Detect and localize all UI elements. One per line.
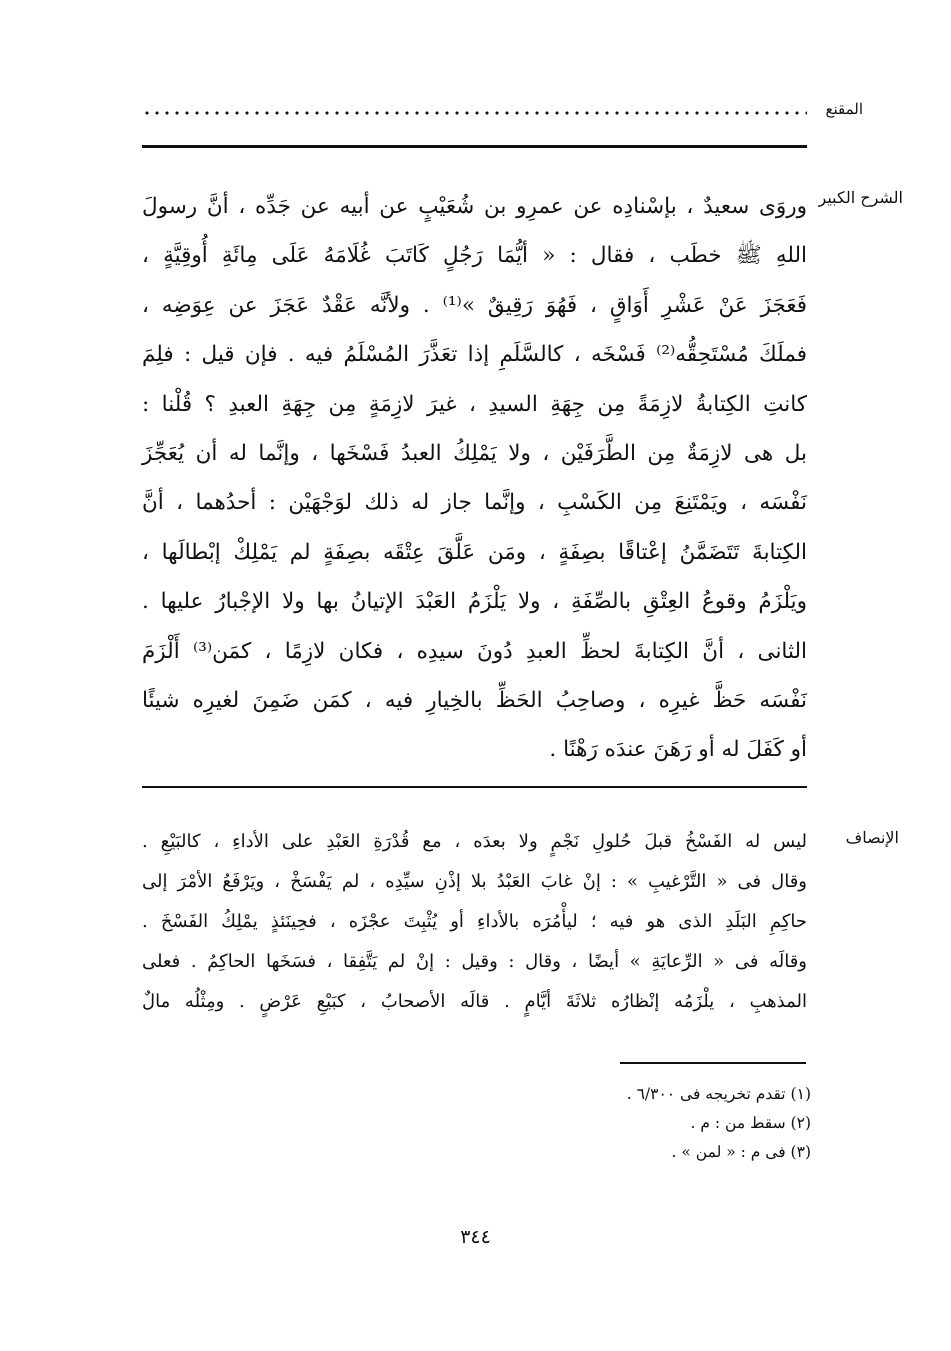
section-divider xyxy=(142,786,807,788)
footnote: (٣) فى م : « لمن » . xyxy=(671,1143,811,1161)
footnotes xyxy=(627,1080,811,1167)
text-line: كانتِ الكِتابةُ لازِمَةً مِن جِهَةِ السيدِ ، غيرَ لازِمَةٍ مِن جِهَةِ العبدِ ؟ قُلْنا : xyxy=(142,391,807,417)
header-dotted-leader xyxy=(142,110,807,116)
running-header-title: المقنع xyxy=(825,100,863,118)
insaf-text-block xyxy=(142,822,807,1022)
page-number: ٣٤٤ xyxy=(460,1226,491,1248)
text-line: المذهبِ ، يلْزَمُه إنْظارُه ثلاثَةَ أيَّامٍ . قالَه الأصحابُ ، كبَيْعِ عَرْضٍ . ومِثْلُه مالٌ xyxy=(142,991,807,1012)
text-line: الكِتابةَ تَتَضَمَّنُ إعْتاقًا بصِفَةٍ ، ومَن عَلَّقَ عِتْقَه بصِفَةٍ لم يَمْلِكْ إبْطالَها ، xyxy=(142,539,807,565)
sharh-side-label: الشرح الكبير xyxy=(818,188,903,207)
text-line: حاكِمِ البَلَدِ الذى هو فيه ؛ ليأْمُرَه بالأداءِ أو يُثْبِتَ عجْزَه ، فحِينَئذٍ يمْلِكُ الفَسْخَ . xyxy=(142,911,807,932)
sharh-text-block xyxy=(142,182,807,775)
text-line: وقال فى « التَّرْغيبِ » : إنْ غابَ العَبْدُ بلا إذْنِ سيِّدِه ، لم يَفْسَخْ ، ويَرْفَعُ الأمْرَ إلى xyxy=(142,871,807,892)
insaf-side-label: الإنصاف xyxy=(845,828,899,847)
text-line: اللهِ ﷺ خطَب ، فقال : « أيُّمَا رَجُلٍ كَاتَبَ غُلَامَهُ عَلَى مِائَةِ أُوقِيَّةٍ ، xyxy=(142,243,807,269)
text-line: وقالَه فى « الرِّعايَةِ » أيضًا ، وقال : وقيل : إنْ لم يَتَّفِقا ، فسَخَها الحاكِمُ . فعلى xyxy=(142,951,807,972)
footnote: (٢) سقط من : م . xyxy=(690,1114,811,1132)
text-line: أو كَفَلَ له أو رَهَنَ عندَه رَهْنًا . xyxy=(549,737,807,763)
text-line: الثانى ، أنَّ الكِتابةَ لحظِّ العبدِ دُونَ سيدِه ، فكان لازِمًا ، كمَن⁽³⁾ أَلْزَمَ xyxy=(142,638,807,664)
text-line: ليس له الفَسْخُ قبلَ حُلولِ نَجْمٍ ولا بعدَه ، مع قُدْرَةِ العَبْدِ على الأداءِ ، كالبَيْعِ . xyxy=(142,831,807,852)
text-line: بل هى لازِمَةٌ مِن الطَّرَفَيْن ، ولا يَمْلِكُ العبدُ فَسْخَها ، وإنَّما له أن يُعَجِّزَ xyxy=(142,441,807,467)
text-line: وروَى سعيدٌ ، بإسْنادِه عن عمرِو بن شُعَيْبٍ عن أبيه عن جَدِّه ، أنَّ رسولَ xyxy=(142,194,807,219)
text-line: فملَكَ مُسْتَحِقُّه⁽²⁾ فَسْخَه ، كالسَّلَمِ إذا تعَذَّرَ المُسْلَمُ فيه . فإن قيل : فلِمَ xyxy=(142,342,807,368)
text-line: فَعَجَزَ عَنْ عَشْرِ أَوَاقٍ ، فَهُوَ رَقِيقٌ »⁽¹⁾ . ولأنَّه عَقْدٌ عَجَزَ عن عِوَضِه ، xyxy=(142,292,807,318)
footnote: (١) تقدم تخريجه فى ٦/٣٠٠ . xyxy=(626,1085,811,1103)
footnote-rule xyxy=(620,1062,806,1064)
text-line: نَفْسَه ، ويَمْتَنِعَ مِن الكَسْبِ ، وإنَّما جاز له ذلك لوَجْهَيْن : أحدُهما ، أنَّ xyxy=(142,490,807,516)
text-line: نَفْسَه حَظَّ غيرِه ، وصاحِبُ الحَظِّ بالخِيارِ فيه ، كمَن ضَمِنَ لغيرِه شيئًا xyxy=(142,688,807,714)
header-rule xyxy=(142,145,807,148)
text-line: ويَلْزَمُ وقوعُ العِتْقِ بالصِّفَةِ ، ولا يَلْزَمُ العَبْدَ الإتيانُ بها ولا الإجْبارُ عليها . xyxy=(142,589,807,615)
